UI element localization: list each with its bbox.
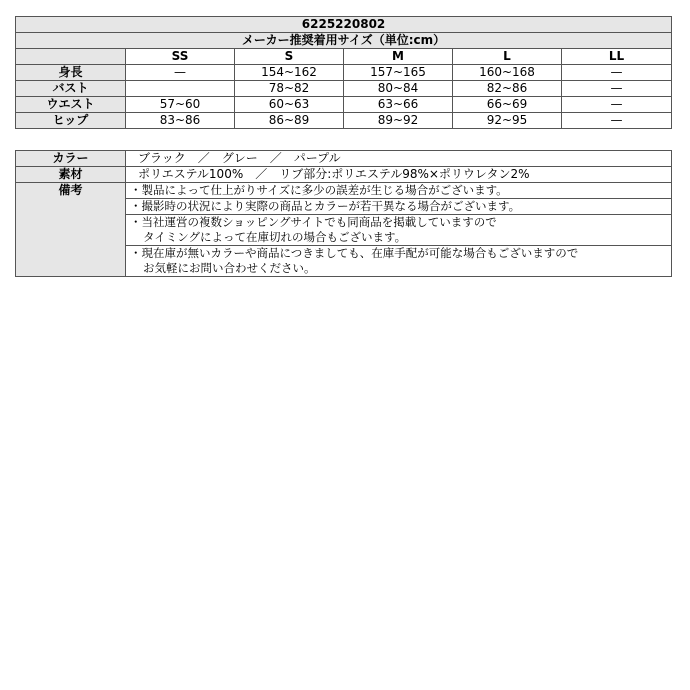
note-line: ・現在庫が無いカラーや商品につきましても、在庫手配が可能な場合もございますので [130, 246, 579, 260]
corner-cell [16, 49, 126, 65]
cell: 157~165 [344, 65, 453, 81]
table-row [16, 81, 672, 97]
note-item [126, 199, 672, 215]
cell: 86~89 [235, 113, 344, 129]
material-label: 素材 [16, 167, 126, 183]
note-line: ・当社運営の複数ショッピングサイトでも同商品を掲載していますので [130, 215, 497, 229]
cell: 78~82 [235, 81, 344, 97]
cell: 60~63 [235, 97, 344, 113]
cell: 66~69 [453, 97, 562, 113]
cell: 82~86 [453, 81, 562, 97]
material-value: ポリエステル100% ／ リブ部分:ポリエステル98%×ポリウレタン2% [126, 167, 672, 183]
note-item [126, 215, 672, 246]
cell: 63~66 [344, 97, 453, 113]
size-header: M [344, 49, 453, 65]
note-line: ・製品によって仕上がりサイズに多少の誤差が生じる場合がございます。 [130, 183, 508, 197]
size-header: LL [562, 49, 672, 65]
cell: 57~60 [126, 97, 235, 113]
notes-row [16, 183, 672, 199]
cell: — [562, 81, 672, 97]
color-row [16, 151, 672, 167]
table-row [16, 97, 672, 113]
cell: — [562, 65, 672, 81]
cell: — [562, 113, 672, 129]
note-line: タイミングによって在庫切れの場合もございます。 [143, 230, 407, 244]
cell: 83~86 [126, 113, 235, 129]
note-item [126, 183, 672, 199]
cell: 89~92 [344, 113, 453, 129]
info-table [15, 150, 672, 277]
table-row [16, 65, 672, 81]
row-label: ヒップ [16, 113, 126, 129]
size-header: S [235, 49, 344, 65]
cell [126, 81, 235, 97]
cell: 154~162 [235, 65, 344, 81]
notes-label: 備考 [16, 183, 126, 277]
cell: — [562, 97, 672, 113]
table-row [16, 113, 672, 129]
color-value: ブラック ／ グレー ／ パープル [126, 151, 672, 167]
size-header: SS [126, 49, 235, 65]
row-label: バスト [16, 81, 126, 97]
row-label: ウエスト [16, 97, 126, 113]
note-line: ・撮影時の状況により実際の商品とカラーが若干異なる場合がございます。 [130, 199, 521, 213]
size-table-title: メーカー推奨着用サイズ（単位:cm） [16, 33, 672, 49]
product-code: 6225220802 [16, 17, 672, 33]
note-item [126, 246, 672, 277]
cell: 80~84 [344, 81, 453, 97]
color-label: カラー [16, 151, 126, 167]
row-label: 身長 [16, 65, 126, 81]
cell: — [126, 65, 235, 81]
size-header: L [453, 49, 562, 65]
size-table [15, 16, 672, 129]
cell: 92~95 [453, 113, 562, 129]
material-row [16, 167, 672, 183]
note-line: お気軽にお問い合わせください。 [143, 261, 316, 275]
cell: 160~168 [453, 65, 562, 81]
